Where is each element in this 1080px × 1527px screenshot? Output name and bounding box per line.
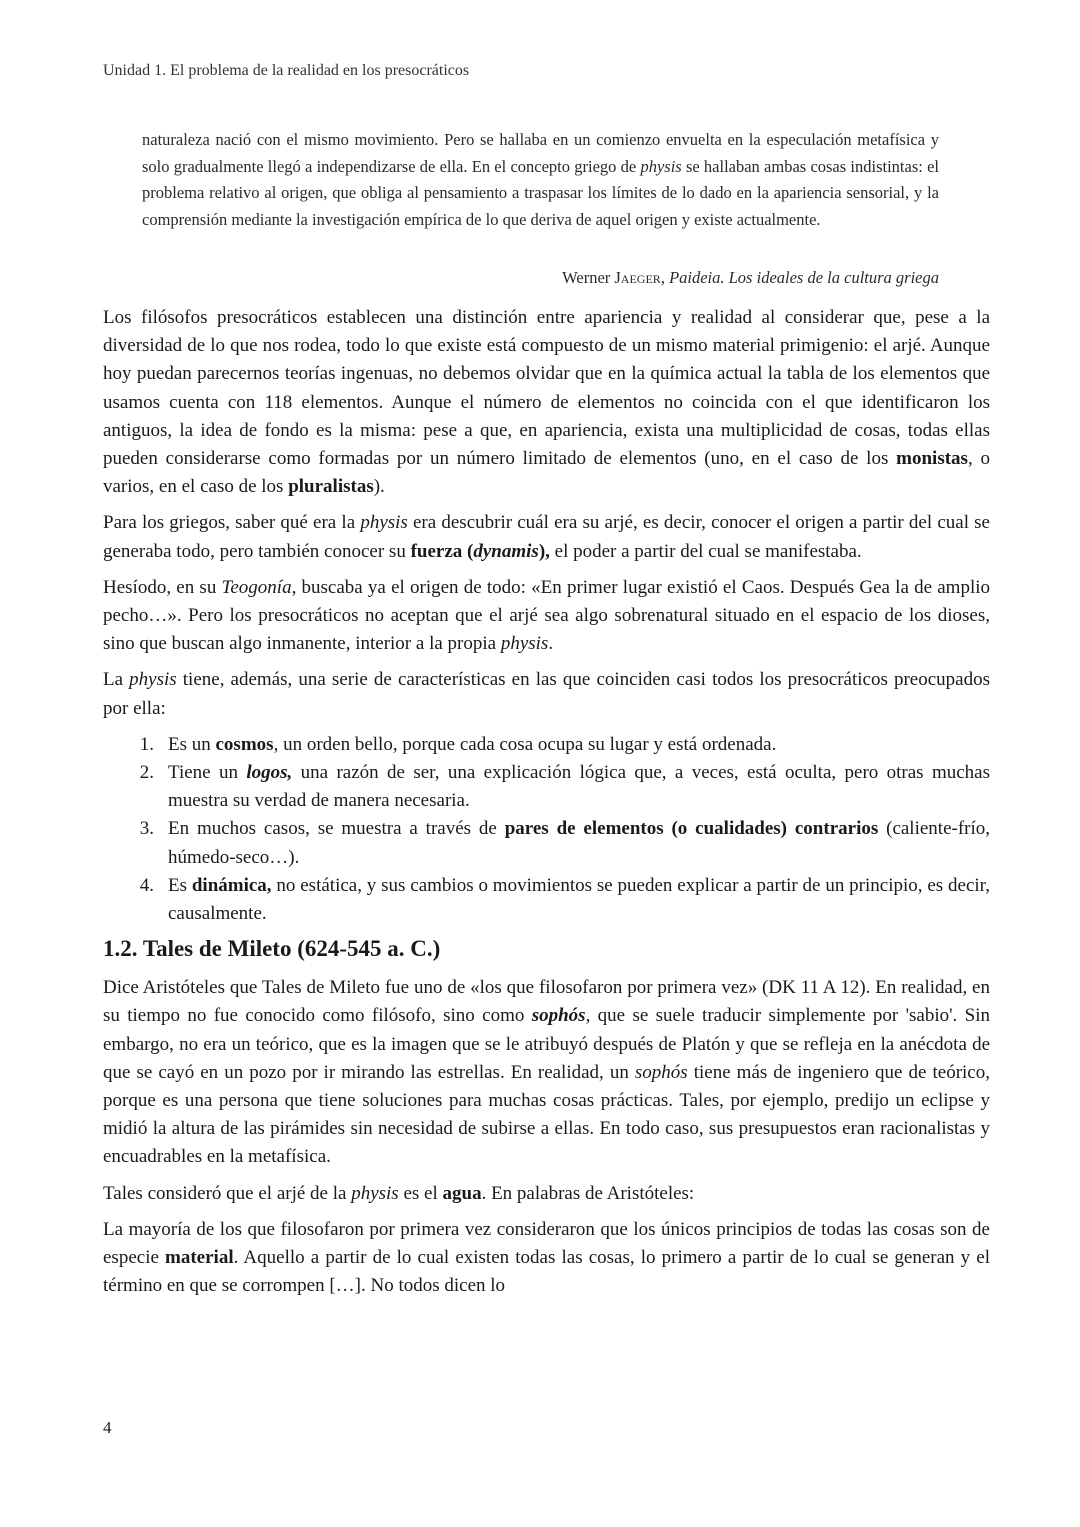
term-sophos-italic: sophós [634, 1061, 688, 1083]
text: La [103, 669, 130, 691]
physis-term: physis [640, 156, 682, 176]
text: era descubrir cuál era su arjé, es decir, conocer el origen a partir del cual se generaba todo, pero también conocer su [103, 512, 990, 562]
text: fuerza ( [410, 540, 474, 562]
list-item [103, 872, 990, 928]
page-number: 4 [103, 1418, 112, 1437]
list-number: 1. [139, 733, 154, 755]
term-logos: logos, [246, 762, 293, 784]
term-dinamica: dinámica, [191, 874, 272, 896]
term-monistas: monistas [896, 448, 968, 470]
term-sophos: sophós [531, 1005, 586, 1027]
text: ). [373, 476, 385, 498]
text: el poder a partir del cual se manifestaba. [549, 540, 862, 562]
text: . [548, 633, 554, 655]
text: Dice Aristóteles que Tales de Mileto fue uno de «los que filosofaron por primera vez» (DK 11 A 12). En realidad, en su tiempo no fue conocido como filósofo, sino como [103, 977, 990, 1027]
text: , un orden bello, porque cada cosa ocupa su lugar y está ordenada. [273, 733, 777, 755]
text: Para los griegos, saber qué era la [103, 512, 361, 534]
text: Tales consideró que el arjé de la [103, 1182, 352, 1204]
text: no estática, y sus cambios o movimientos se pueden explicar a partir de un principio, es decir, causalmente. [168, 874, 990, 925]
text: Es [168, 874, 192, 896]
text: Tiene un [168, 762, 247, 784]
text: Es un [168, 733, 216, 755]
text: es el [398, 1182, 443, 1204]
work-title: Paideia. Los ideales de la cultura griega [669, 268, 939, 287]
term-fuerza [411, 541, 550, 562]
text: (caliente-frío, húmedo-seco…). [168, 818, 991, 868]
text: Hesíodo, en su [103, 576, 222, 598]
quote-paragraph [142, 127, 939, 233]
physis-term: physis [500, 633, 549, 655]
term-pluralistas: pluralistas [288, 476, 374, 498]
list-item [103, 731, 990, 759]
text: La mayoría de los que filosofaron por primera vez consideraron que los únicos principios de todas las cosas son de especie [103, 1218, 990, 1269]
quote-attribution [142, 268, 939, 288]
text: , buscaba ya el origen de todo: «En primer lugar existió el Caos. Después Gea la de amplio pecho…». Pero los presocráticos no aceptan que el arjé sea algo sobrenatural situado en el espacio de los dioses, sino que buscan algo inmanente, interior a la propia [103, 576, 990, 655]
running-header: Unidad 1. El problema de la realidad en los presocráticos [103, 62, 470, 79]
text: En muchos casos, se muestra a través de [168, 818, 505, 840]
physis-term: physis [360, 512, 408, 534]
characteristics-list [103, 731, 990, 928]
text: , que se suele traducir simplemente por 'sabio'. Sin embargo, no era un teórico, que es la imagen que se le atribuyó después de Platón y que se refleja en la anécdota de que se cayó en un pozo por ir mirando las estrellas. En realidad, un [103, 1005, 990, 1083]
quote-text: se hallaban ambas cosas indistintas: el problema relativo al origen, que obliga al pensamiento a traspasar los límites de lo dado en la apariencia sensorial, y la comprensión mediante la investigación empírica de lo que deriva de aquel origen y existe actualmente. [142, 156, 939, 229]
physis-term: physis [129, 669, 177, 691]
separator: , [660, 268, 670, 287]
list-item [103, 759, 990, 815]
paragraph-caracteristicas [103, 666, 990, 722]
text: . En palabras de Aristóteles: [481, 1182, 695, 1204]
aristoteles-quote [103, 1216, 990, 1301]
text: , o varios, en el caso de los [103, 448, 990, 498]
text: tiene, además, una serie de características en las que coinciden casi todos los presocráticos preocupados por ella: [103, 669, 990, 719]
term-dynamis: dynamis [473, 540, 539, 562]
text: ), [538, 540, 550, 562]
quote-text: naturaleza nació con el mismo movimiento. Pero se hallaba en un comienzo envuelta en la especulación metafísica y solo gradualmente llegó a independizarse de ella. En el concepto griego de [142, 130, 939, 176]
term-material: material [165, 1247, 234, 1269]
term-pares-contrarios: pares de elementos (o cualidades) contrarios [504, 818, 879, 840]
text: Los filósofos presocráticos establecen una distinción entre apariencia y realidad al considerar que, pese a la diversidad de lo que nos rodea, todo lo que existe está compuesto de un mismo material primigenio: el arjé. Aunque hoy puedan parecernos teorías ingenuas, no debemos olvidar que en la química actual la tabla de los elementos que usamos cuenta con 118 elementos. Aunque el número de elementos no coincida con el que identificaron los antiguos, la idea de fondo es la misma: pese a que, en apariencia, exista una multiplicidad de cosas, todas ellas pueden considerarse como formadas por un número limitado de elementos (uno, en el caso de los [103, 307, 990, 470]
paragraph-hesiodo [103, 574, 990, 659]
jaeger-quote [142, 127, 939, 233]
author-last-name: Jaeger [614, 268, 661, 287]
section-heading: 1.2. Tales de Mileto (624-545 a. C.) [103, 936, 441, 962]
author-first-name: Werner [562, 268, 615, 287]
list-number: 2. [139, 762, 154, 784]
paragraph-griegos [103, 509, 990, 565]
work-teogonia: Teogonía [221, 576, 292, 598]
physis-term: physis [351, 1182, 399, 1204]
paragraph-distincion [103, 304, 990, 501]
list-number: 4. [139, 874, 154, 896]
list-item [103, 815, 990, 871]
main-body [103, 304, 990, 1309]
paragraph-tales-intro [103, 974, 990, 1171]
list-number: 3. [139, 818, 154, 840]
term-cosmos: cosmos [215, 733, 274, 755]
text: una razón de ser, una explicación lógica que, a veces, está oculta, pero otras muchas muestra su verdad de manera necesaria. [168, 762, 990, 812]
text: . Aquello a partir de lo cual existen todas las cosas, lo primero a partir de lo cual se generan y el término en que se corrompen […]. No todos dicen lo [103, 1247, 990, 1297]
term-agua: agua [442, 1182, 482, 1204]
paragraph-tales-agua [103, 1180, 990, 1208]
text: tiene más de ingeniero que de teórico, porque es una persona que tiene soluciones para muchas cosas prácticas. Tales, por ejemplo, predijo un eclipse y midió la altura de las pirámides sin necesidad de subirse a ellas. En todo caso, sus presupuestos eran racionalistas y encuadrables en la metafísica. [103, 1061, 990, 1168]
